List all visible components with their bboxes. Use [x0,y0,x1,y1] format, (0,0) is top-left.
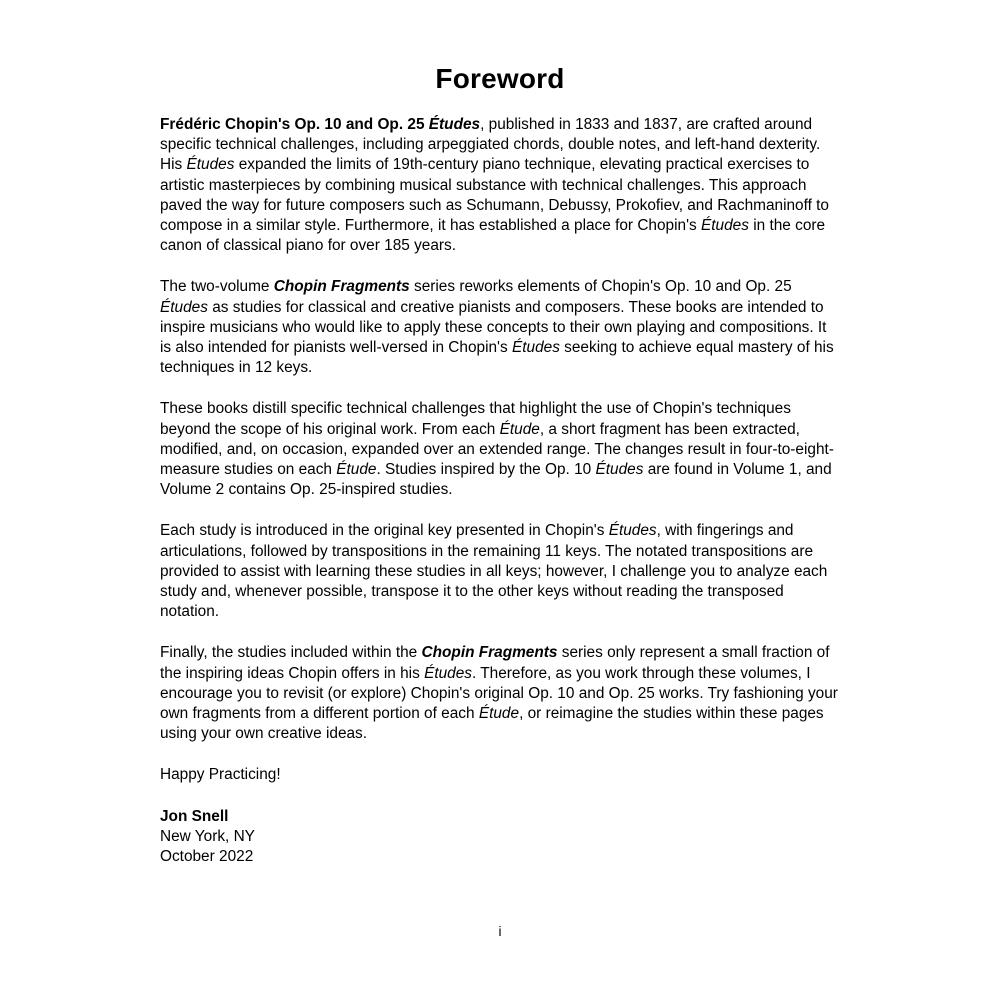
closing-line: Happy Practicing! [160,766,281,784]
text-segment: , with fingerings and articulations, followed by transpositions in the remaining 11 keys. The notated transpositions are provided to assist with learning these studies in all keys; however, I challenge you to analyze each study and, whenever possible, transpose it to the other keys without reading the transposed notation. [160,522,828,621]
foreword-paragraph-3 [160,399,840,500]
text-segment: Chopin Fragments [421,644,558,662]
signature-block [160,807,840,868]
author-location: New York, NY [160,827,255,845]
text-segment: Étude [499,420,540,438]
page-content [160,62,840,867]
text-segment: Frédéric Chopin's Op. 10 and Op. 25 [160,116,429,133]
author-name: Jon Snell [160,807,229,825]
text-segment: Chopin Fragments [273,278,410,296]
text-segment: Études [160,298,208,316]
text-segment: Études [424,664,472,682]
foreword-paragraph-5 [160,643,840,744]
text-segment: Étude [336,461,377,479]
text-segment: . Therefore, as you work through these volumes, I encourage you to revisit (or explore) Chopin's original Op. 10 and Op. 25 works. Try fashioning your own fragments from a different portion of each [160,664,838,723]
text-segment: , a short fragment has been extracted, modified, and, on occasion, expanded over an extended range. The changes result in four-to-eight-measure studies on each [160,420,834,479]
text-segment: , or reimagine the studies within these pages using your own creative ideas. [160,705,824,743]
text-segment: Études [428,116,481,133]
foreword-body [160,115,840,867]
text-segment: , published in 1833 and 1837, are crafted around specific technical challenges, including arpeggiated chords, double notes, and left-hand dexterity. His [160,116,821,174]
text-segment: expanded the limits of 19th-century piano technique, elevating practical exercises to artistic masterpieces by combining musical substance with technical challenges. This approach paved the way for future composers such as Schumann, Debussy, Prokofiev, and Rachmaninoff to compose in a similar style. Furthermore, it has established a place for Chopin's [160,156,829,235]
text-segment: Études [595,461,644,479]
page-title: Foreword [435,63,565,94]
text-segment: Étude [478,705,520,723]
text-segment: Études [701,217,749,235]
foreword-paragraph-2 [160,277,840,378]
text-segment: are found in Volume 1, and Volume 2 contains Op. 25-inspired studies. [160,461,832,499]
page-number: i [498,924,502,939]
text-segment: Études [608,522,657,540]
text-segment: seeking to achieve equal mastery of his techniques in 12 keys. [160,339,834,377]
foreword-paragraph-4 [160,521,840,622]
text-segment: series reworks elements of Chopin's Op. 10 and Op. 25 [409,278,792,296]
text-segment: The two-volume [160,278,274,296]
text-segment: Each study is introduced in the original key presented in Chopin's [160,522,609,540]
text-segment: Études [186,156,235,174]
text-segment: Finally, the studies included within the [160,644,422,662]
text-segment: . Studies inspired by the Op. 10 [376,461,596,479]
foreword-paragraph-1 [160,115,840,256]
text-segment: Études [511,339,560,357]
author-date: October 2022 [160,848,254,866]
text-segment: series only represent a small fraction of the inspiring ideas Chopin offers in his [160,644,830,682]
text-segment: as studies for classical and creative pianists and composers. These books are intended to inspire musicians who would like to apply these concepts to their own playing and compositions. It is also intended for pianists well-versed in Chopin's [160,298,827,357]
text-segment: in the core canon of classical piano for over 185 years. [160,217,826,255]
text-segment: These books distill specific technical challenges that highlight the use of Chopin's techniques beyond the scope of his original work. From each [160,400,791,438]
